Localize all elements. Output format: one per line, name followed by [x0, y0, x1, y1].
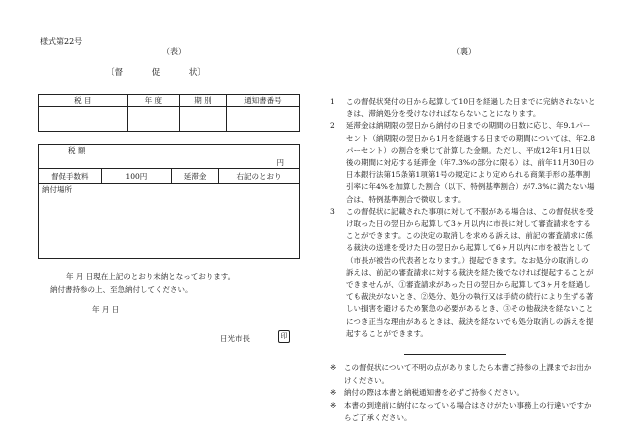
footnote-item	[330, 362, 596, 387]
footnote-mark: ※	[330, 400, 337, 410]
footnote-text: 本書の到達前に納付になっている場合はさけがたい事務上の行違いですからご了承ください。	[344, 400, 592, 422]
amount-table	[38, 144, 300, 259]
footnotes-list	[330, 362, 596, 425]
tax-amount-label: 税 額	[68, 146, 86, 155]
note-text: この督促状発付の日から起算して10日を経過した日までに完納されないときは、滞納処分を受けなければならないことになります。	[346, 97, 596, 119]
cell-fiscal-year	[127, 107, 179, 132]
footnote-text: この督促状について不明の点がありましたら本書ご持参の上課までお出かけください。	[344, 363, 592, 385]
cell-notice-number	[226, 107, 299, 132]
late-fee-label: 延滞金	[172, 169, 219, 184]
note-item	[330, 206, 596, 340]
payment-place-label: 納付場所	[42, 185, 72, 194]
note-text: 延滞金は納期限の翌日から納付の日までの期間の日数に応じ、年9.1パーセント（納期限の翌日から1月を経過する日までの期間については、年2.8パーセント）の割合を乗じて計算した金額。ただし、平成12年1月1日以後の期間に対応する延滞金（年7.3%の部分に限る）は、前年11月30日の日本銀行法第15条第1項第1号の規定により定められる商業手形の基準割引率に年4%を加算した割合（以下、特例基準割合）が7.3%に満たない場合は、特例基準割合で徴収します。	[346, 121, 596, 204]
note-number: 1	[330, 97, 335, 106]
tax-info-table	[38, 94, 300, 132]
yen-unit: 円	[276, 158, 284, 167]
seal-icon: 印	[278, 330, 290, 343]
note-text: この督促状に記載された事項に対して不服がある場合は、この督促状を受け取った日の翌日から起算して3ヶ月以内に市長に対して審査請求をすることができます。この決定の取消しを求める訴えは、前記の審査請求に係る裁決の送達を受けた日の翌日から起算して6ヶ月以内に市を被告として（市長が被告の代表者となります。）提起できます。なお処分の取消しの訴えは、前記の審査請求に対する裁決を経た後でなければ提起することができませんが、①審査請求があった日の翌日から起算して3ヶ月を経過しても裁決がないとき、②処分、処分の執行又は手続の続行により生ずる著しい損害を避けるため緊急の必要があるとき、③その他裁決を経ないことにつき正当な理由があるときは、裁決を経ないでも処分取消しの訴えを提起することができます。	[346, 206, 594, 338]
footnote-item	[330, 400, 596, 425]
back-side-label: （裏）	[452, 47, 476, 56]
note-number: 2	[330, 121, 335, 131]
notice-line-2: 納付書持参の上、至急納付してください。	[50, 285, 193, 294]
footnote-text: 納付の際は本書と納税通知書を必ずご持参ください。	[344, 388, 524, 397]
header-period: 期 別	[179, 95, 226, 107]
notice-line-1: 年 月 日現在上記のとおり未納となっております。	[66, 272, 236, 281]
cell-tax-item	[39, 107, 128, 132]
header-fiscal-year: 年 度	[127, 95, 179, 107]
note-number: 3	[330, 206, 335, 216]
footnote-item	[330, 387, 596, 400]
payment-place-cell	[39, 184, 300, 259]
cell-period	[179, 107, 226, 132]
notes-list	[330, 96, 596, 340]
mayor-name: 日光市長	[220, 334, 250, 343]
late-fee-value: 右記のとおり	[219, 169, 300, 184]
header-tax-item: 税 目	[39, 95, 128, 107]
note-item	[330, 96, 596, 120]
document-title: 〔督 促 状〕	[106, 68, 206, 78]
note-item	[330, 120, 596, 205]
header-notice-number: 通知書番号	[226, 95, 299, 107]
issue-date: 年 月 日	[92, 305, 120, 314]
notice-text	[50, 270, 236, 296]
footnote-mark: ※	[330, 363, 337, 372]
form-number: 様式第22号	[40, 37, 83, 46]
divider	[404, 354, 506, 355]
front-side-label: （表）	[162, 47, 186, 56]
footnote-mark: ※	[330, 388, 337, 397]
tax-amount-cell	[39, 145, 300, 169]
fee-value: 100円	[101, 169, 171, 184]
fee-label: 督促手数料	[39, 169, 102, 184]
